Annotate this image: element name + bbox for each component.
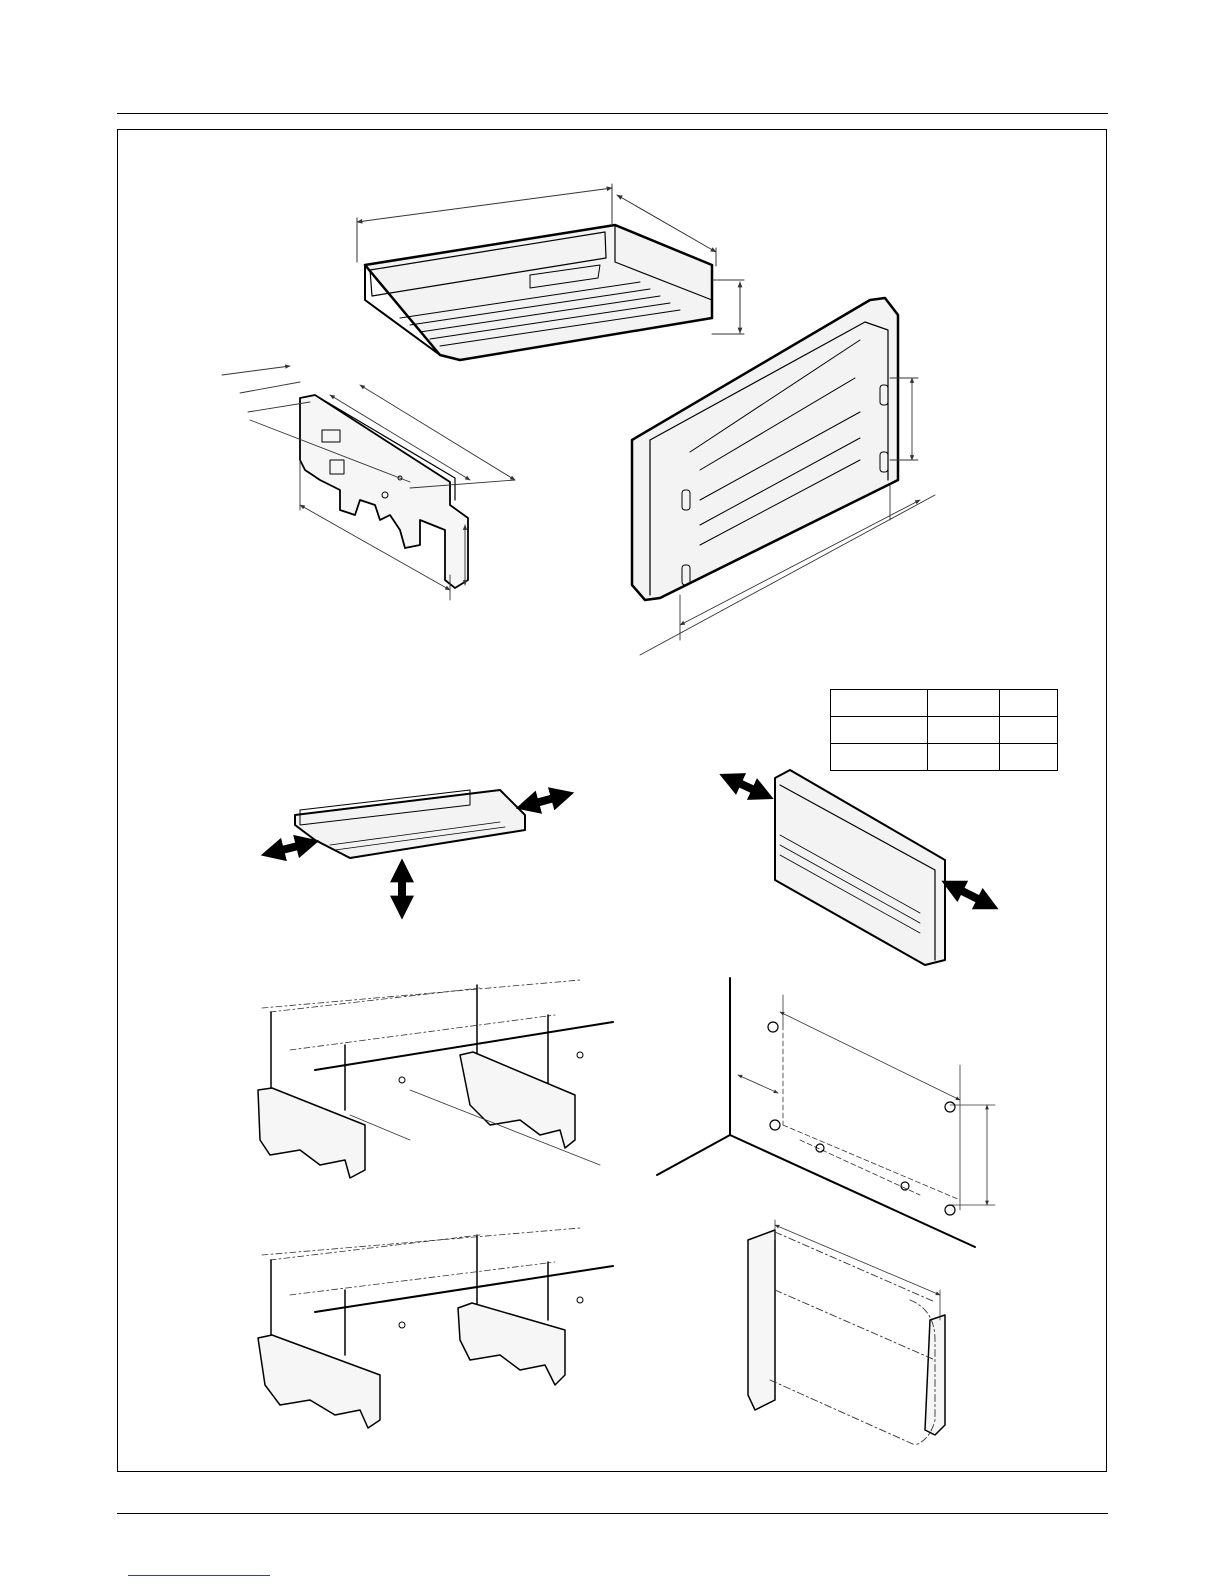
ceiling-clearance-drawing-icon — [270, 790, 565, 910]
table-cell — [1000, 744, 1058, 771]
table-row — [831, 744, 1058, 771]
ceiling-unit-drawing-icon — [357, 184, 744, 360]
table-cell — [928, 744, 1000, 771]
footer-link-underline[interactable] — [128, 1575, 270, 1576]
table-cell — [831, 717, 928, 744]
table-row — [831, 717, 1058, 744]
table-cell — [1000, 717, 1058, 744]
dimension-table — [830, 689, 1058, 771]
table-cell — [928, 690, 1000, 717]
floor-unit-back-drawing-icon — [632, 298, 935, 655]
table-cell — [1000, 690, 1058, 717]
wall-bracket-drawing-icon — [748, 1220, 945, 1445]
bolt-layout-drawing-icon — [258, 980, 613, 1178]
bolt-layout-drawing-icon — [258, 1228, 613, 1428]
footer-rule — [117, 1513, 1108, 1514]
table-row — [831, 690, 1058, 717]
table-cell — [831, 690, 928, 717]
wall-anchor-drawing-icon — [657, 978, 995, 1247]
bracket-drawing-icon — [222, 366, 515, 600]
table-cell — [928, 717, 1000, 744]
floor-clearance-drawing-icon — [728, 770, 990, 965]
table-cell — [831, 744, 928, 771]
